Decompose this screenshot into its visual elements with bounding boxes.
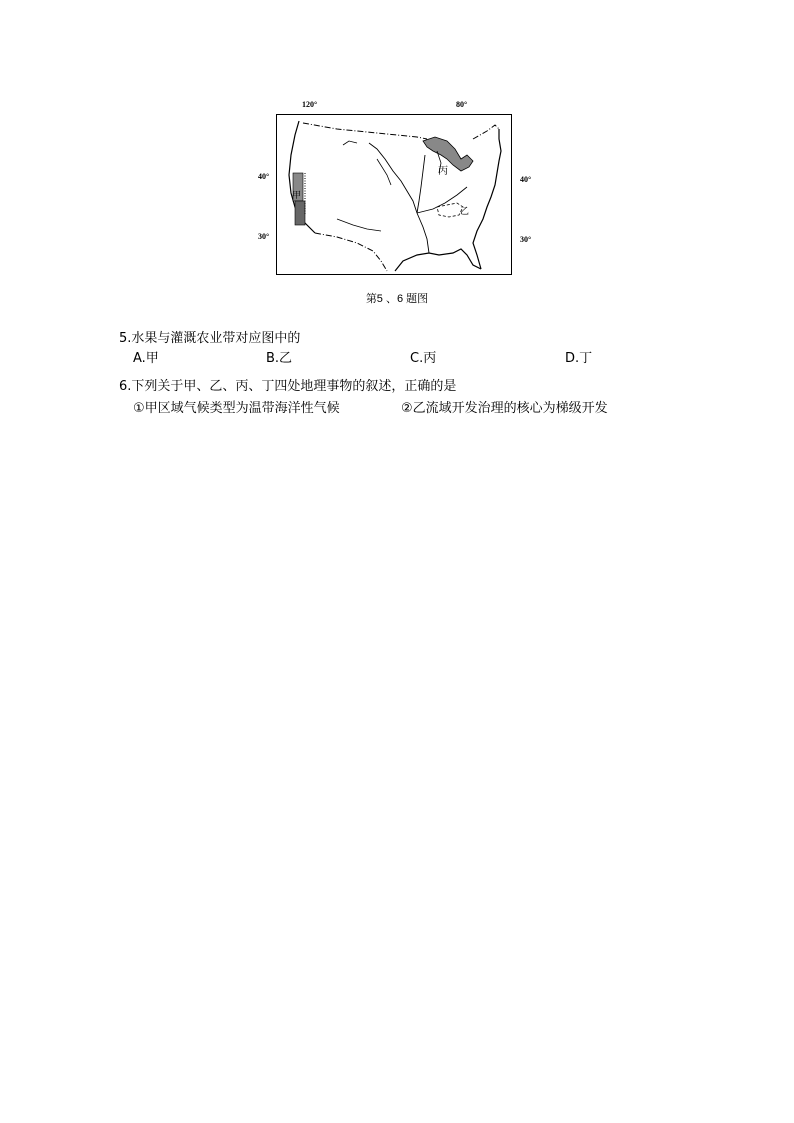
latitude-label-right-40: 40° [520,175,532,184]
figure-caption: 第5 、6 题图 [365,293,429,305]
mississippi-upper [417,155,425,213]
great-lakes [423,137,473,171]
northern-border [303,123,427,139]
region-label-yi: 乙 [460,206,470,216]
latitude-label-left-30: 30° [258,232,270,241]
latitude-label-right-30: 30° [520,235,532,244]
mississippi-lower [417,213,429,253]
q6-statement-2: ②乙流域开发治理的核心为梯级开发 [401,401,608,416]
river-northwest [343,141,357,145]
question-6-stem: 6.下列关于甲、乙、丙、丁四处地理事物的叙述，正确的是 [119,379,457,394]
q5-option-b: B.乙 [266,351,293,366]
gulf-coastline [395,249,481,271]
northeast-border [473,125,499,139]
river-south [337,219,381,231]
southern-border [315,233,387,271]
jia-region-lower [295,201,305,225]
question-5-stem: 5.水果与灌溉农业带对应图中的 [119,331,301,346]
east-coastline [473,129,501,269]
region-label-bing: 丙 [438,166,448,177]
map-frame [276,114,512,275]
q5-option-a: A.甲 [133,351,159,366]
us-outline-map [277,115,511,274]
map-figure [250,96,540,282]
q6-statement-1: ①甲区域气候类型为温带海洋性气候 [133,401,340,416]
q5-option-d: D.丁 [565,351,593,366]
river-plains [377,159,391,185]
q5-option-c: C.丙 [410,351,437,366]
longitude-label-120: 120° [302,100,318,109]
latitude-label-left-40: 40° [258,172,270,181]
region-label-jia: 甲 [292,190,302,200]
longitude-label-80: 80° [456,100,468,109]
missouri-river [369,143,417,213]
